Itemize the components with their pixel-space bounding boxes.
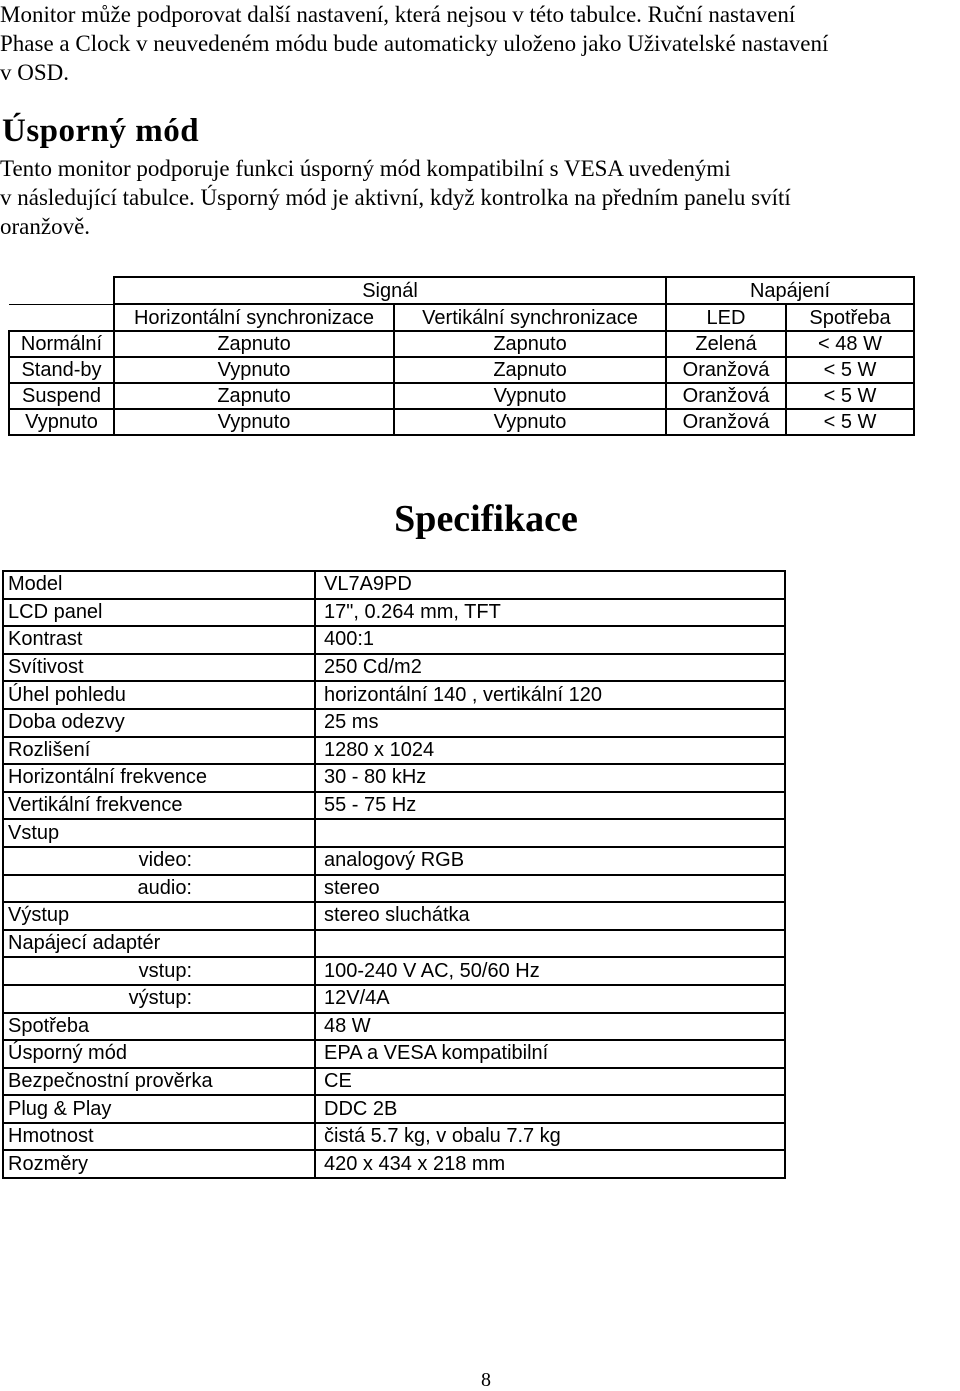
spec-value: 420 x 434 x 218 mm bbox=[315, 1150, 785, 1178]
led-cell: Oranžová bbox=[666, 409, 786, 435]
intro-line: Monitor může podporovat další nastavení, která nejsou v této tabulce. Ruční nastavení bbox=[0, 2, 796, 27]
mode-cell: Normální bbox=[9, 331, 114, 357]
spec-label: Úhel pohledu bbox=[3, 681, 315, 709]
spec-value: CE bbox=[315, 1068, 785, 1096]
led-cell: Zelená bbox=[666, 331, 786, 357]
spec-sublabel: výstup: bbox=[3, 985, 315, 1013]
table-row bbox=[3, 654, 785, 682]
spec-value: 12V/4A bbox=[315, 985, 785, 1013]
table-row bbox=[3, 847, 785, 875]
spec-label: Model bbox=[3, 571, 315, 599]
consumption-cell: < 5 W bbox=[786, 409, 914, 435]
consumption-cell: < 5 W bbox=[786, 357, 914, 383]
table-row bbox=[3, 792, 785, 820]
table-row bbox=[3, 902, 785, 930]
table-row bbox=[3, 875, 785, 903]
table-row bbox=[3, 957, 785, 985]
spec-label: Výstup bbox=[3, 902, 315, 930]
page-number: 8 bbox=[481, 1369, 491, 1391]
table-row bbox=[3, 1150, 785, 1178]
column-header: Horizontální synchronizace bbox=[114, 304, 394, 331]
table-row bbox=[9, 409, 914, 435]
spec-label: Úsporný mód bbox=[3, 1040, 315, 1068]
spec-value: horizontální 140 , vertikální 120 bbox=[315, 681, 785, 709]
spec-value: 30 - 80 kHz bbox=[315, 764, 785, 792]
table-row bbox=[3, 930, 785, 958]
spec-value: EPA a VESA kompatibilní bbox=[315, 1040, 785, 1068]
paragraph-line: v následující tabulce. Úsporný mód je aktivní, když kontrolka na předním panelu svítí bbox=[0, 185, 791, 210]
signal-group-header: Signál bbox=[114, 277, 666, 304]
table-row bbox=[3, 1040, 785, 1068]
table-row bbox=[3, 599, 785, 627]
table-row bbox=[3, 1013, 785, 1041]
spec-label: Vertikální frekvence bbox=[3, 792, 315, 820]
h-sync-cell: Vypnuto bbox=[114, 409, 394, 435]
spec-label: LCD panel bbox=[3, 599, 315, 627]
h-sync-cell: Vypnuto bbox=[114, 357, 394, 383]
mode-cell: Stand-by bbox=[9, 357, 114, 383]
table-row bbox=[3, 681, 785, 709]
spec-label: Horizontální frekvence bbox=[3, 764, 315, 792]
spec-value bbox=[315, 930, 785, 958]
spec-value: DDC 2B bbox=[315, 1095, 785, 1123]
table-row bbox=[9, 383, 914, 409]
spec-value: 100-240 V AC, 50/60 Hz bbox=[315, 957, 785, 985]
spec-label: Bezpečnostní prověrka bbox=[3, 1068, 315, 1096]
v-sync-cell: Vypnuto bbox=[394, 383, 666, 409]
spec-sublabel: audio: bbox=[3, 875, 315, 903]
empty-corner-cell bbox=[9, 304, 114, 331]
table-row bbox=[3, 626, 785, 654]
specs-title: Specifikace bbox=[394, 498, 578, 540]
spec-label: Doba odezvy bbox=[3, 709, 315, 737]
table-row bbox=[9, 331, 914, 357]
table-row bbox=[3, 737, 785, 765]
column-header: Vertikální synchronizace bbox=[394, 304, 666, 331]
power-group-header: Napájení bbox=[666, 277, 914, 304]
table-row bbox=[3, 1068, 785, 1096]
spec-value: VL7A9PD bbox=[315, 571, 785, 599]
spec-value: stereo bbox=[315, 875, 785, 903]
spec-label: Spotřeba bbox=[3, 1013, 315, 1041]
led-cell: Oranžová bbox=[666, 357, 786, 383]
table-row bbox=[3, 1095, 785, 1123]
table-row bbox=[3, 1123, 785, 1151]
v-sync-cell: Zapnuto bbox=[394, 357, 666, 383]
power-saving-heading: Úsporný mód bbox=[2, 113, 200, 149]
empty-corner-cell bbox=[9, 277, 114, 304]
spec-label: Rozměry bbox=[3, 1150, 315, 1178]
mode-cell: Vypnuto bbox=[9, 409, 114, 435]
spec-value bbox=[315, 819, 785, 847]
spec-value: stereo sluchátka bbox=[315, 902, 785, 930]
spec-label: Vstup bbox=[3, 819, 315, 847]
power-saving-paragraph bbox=[0, 154, 960, 241]
table-row bbox=[3, 764, 785, 792]
spec-label: Rozlišení bbox=[3, 737, 315, 765]
intro-paragraph bbox=[0, 0, 960, 87]
h-sync-cell: Zapnuto bbox=[114, 331, 394, 357]
consumption-cell: < 48 W bbox=[786, 331, 914, 357]
led-cell: Oranžová bbox=[666, 383, 786, 409]
spec-label: Hmotnost bbox=[3, 1123, 315, 1151]
spec-label: Svítivost bbox=[3, 654, 315, 682]
table-row bbox=[3, 709, 785, 737]
spec-label: Plug & Play bbox=[3, 1095, 315, 1123]
column-header: LED bbox=[666, 304, 786, 331]
intro-line: v OSD. bbox=[0, 60, 70, 85]
spec-value: 48 W bbox=[315, 1013, 785, 1041]
spec-sublabel: video: bbox=[3, 847, 315, 875]
table-header-row bbox=[9, 277, 914, 304]
v-sync-cell: Zapnuto bbox=[394, 331, 666, 357]
intro-line: Phase a Clock v neuvedeném módu bude automaticky uloženo jako Uživatelské nastavení bbox=[0, 31, 829, 56]
v-sync-cell: Vypnuto bbox=[394, 409, 666, 435]
spec-label: Kontrast bbox=[3, 626, 315, 654]
column-header: Spotřeba bbox=[786, 304, 914, 331]
h-sync-cell: Zapnuto bbox=[114, 383, 394, 409]
table-row bbox=[3, 985, 785, 1013]
table-row bbox=[3, 819, 785, 847]
table-row bbox=[9, 357, 914, 383]
mode-cell: Suspend bbox=[9, 383, 114, 409]
spec-value: 55 - 75 Hz bbox=[315, 792, 785, 820]
table-row bbox=[3, 571, 785, 599]
paragraph-line: Tento monitor podporuje funkci úsporný mód kompatibilní s VESA uvedenými bbox=[0, 156, 731, 181]
spec-value: 25 ms bbox=[315, 709, 785, 737]
spec-value: 400:1 bbox=[315, 626, 785, 654]
paragraph-line: oranžově. bbox=[0, 214, 91, 239]
power-mode-table bbox=[8, 276, 915, 436]
spec-value: 1280 x 1024 bbox=[315, 737, 785, 765]
table-header-row bbox=[9, 304, 914, 331]
spec-value: 250 Cd/m2 bbox=[315, 654, 785, 682]
spec-value: 17", 0.264 mm, TFT bbox=[315, 599, 785, 627]
spec-label: Napájecí adaptér bbox=[3, 930, 315, 958]
spec-sublabel: vstup: bbox=[3, 957, 315, 985]
spec-value: čistá 5.7 kg, v obalu 7.7 kg bbox=[315, 1123, 785, 1151]
specs-table bbox=[2, 570, 786, 1179]
spec-value: analogový RGB bbox=[315, 847, 785, 875]
consumption-cell: < 5 W bbox=[786, 383, 914, 409]
